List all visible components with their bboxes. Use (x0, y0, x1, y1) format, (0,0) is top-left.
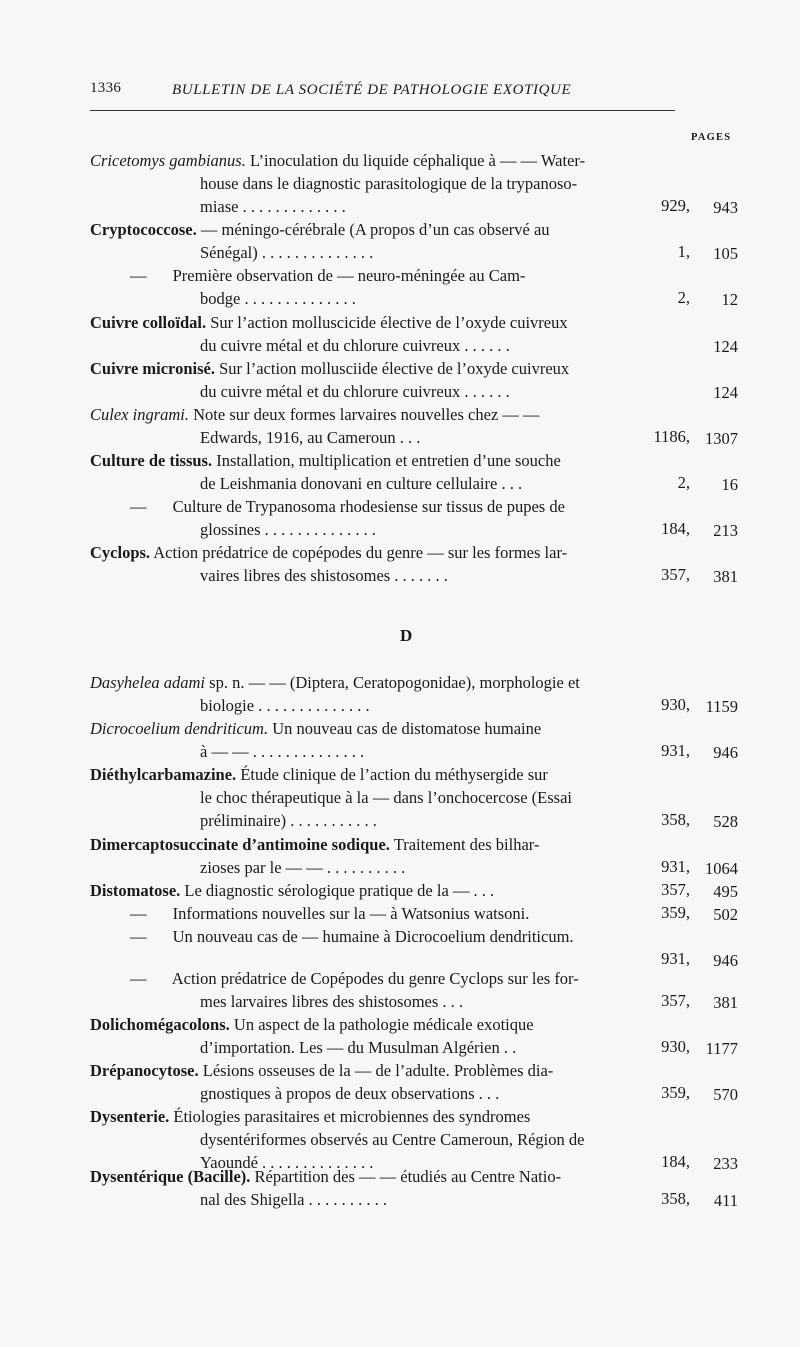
volume-number: 357, (661, 991, 690, 1010)
volume-number: 1186, (653, 427, 690, 446)
entry-text: sp. n. — — (Diptera, Ceratopogonidae), morphologie et (205, 673, 580, 692)
entry-head: Diéthylcarbamazine. (90, 765, 237, 784)
entry-text: Le diagnostic sérologique pratique de la — . . . (180, 881, 495, 900)
entry-line (90, 718, 541, 740)
entry-head: Dasyhelea adami (90, 673, 206, 692)
journal-title: BULLETIN DE LA SOCIÉTÉ DE PATHOLOGIE EXOTIQUE (172, 82, 572, 98)
entry-line (130, 968, 579, 990)
volume-number: 357, (661, 880, 690, 899)
volume-number: 931, (661, 857, 690, 876)
entry-head: Cryptococcose. (90, 220, 197, 239)
volume-number: 184, (661, 1152, 690, 1171)
entry-line: du cuivre métal et du chlorure cuivreux . . . . . . (200, 382, 510, 401)
entry-head: — (130, 969, 147, 988)
entry-head: Cuivre micronisé. (90, 359, 215, 378)
entry-line (130, 926, 574, 948)
page-reference: 943 (713, 198, 738, 217)
entry-line: gnostiques à propos de deux observations . . . (200, 1084, 500, 1103)
entry-line: house dans le diagnostic parasitologique de la trypanoso- (200, 174, 578, 193)
volume-number: 930, (661, 695, 690, 714)
entry-line: Edwards, 1916, au Cameroun . . . (200, 428, 421, 447)
entry-line: glossines . . . . . . . . . . . . . . (200, 520, 377, 539)
volume-number: 2, (677, 288, 690, 307)
volume-number: 358, (661, 810, 690, 829)
entry-line (90, 1106, 530, 1128)
entry-text: Sur l’action molluscicide élective de l’oxyde cuivreux (206, 313, 568, 332)
entry-text: Un aspect de la pathologie médicale exotique (229, 1015, 534, 1034)
entry-line: du cuivre métal et du chlorure cuivreux . . . . . . (200, 336, 510, 355)
entry-text: Informations nouvelles sur la — à Watsonius watsoni. (168, 904, 530, 923)
entry-text: Traitement des bilhar- (389, 835, 540, 854)
page-reference: 124 (713, 337, 738, 356)
entry-head: Dimercaptosuccinate d’antimoine sodique. (90, 835, 390, 854)
entry-line: à — — . . . . . . . . . . . . . . (200, 742, 365, 761)
entry-head: — (130, 497, 147, 516)
entry-text: L’inoculation du liquide céphalique à — — Water- (245, 151, 586, 170)
entry-head: Cuivre colloïdal. (90, 313, 207, 332)
entry-line: d’importation. Les — du Musulman Algérien . . (200, 1038, 517, 1057)
entry-line (90, 404, 540, 426)
page-reference: 570 (713, 1085, 738, 1104)
page-reference: 213 (713, 521, 738, 540)
volume-number: 359, (661, 903, 690, 922)
entry-line: préliminaire) . . . . . . . . . . . (200, 811, 377, 830)
volume-number: 929, (661, 196, 690, 215)
entry-text: Étiologies parasitaires et microbiennes des syndromes (169, 1107, 531, 1126)
entry-line: nal des Shigella . . . . . . . . . . (200, 1190, 387, 1209)
entry-line (90, 358, 569, 380)
page-reference: 528 (713, 812, 738, 831)
entry-head: Dolichomégacolons. (90, 1015, 230, 1034)
entry-head: — (130, 927, 147, 946)
entry-text: Lésions osseuses de la — de l’adulte. Problèmes dia- (198, 1061, 554, 1080)
entry-text: Un nouveau cas de distomatose humaine (268, 719, 542, 738)
entry-text: Culture de Trypanosoma rhodesiense sur tissus de pupes de (168, 497, 565, 516)
volume-number: 931, (661, 949, 690, 968)
entry-line (90, 1014, 534, 1036)
entry-line (130, 496, 565, 518)
page-reference: 1064 (705, 859, 738, 878)
volume-number: 931, (661, 741, 690, 760)
entry-line (130, 903, 529, 925)
section-letter: D (400, 626, 413, 645)
page-reference: 1177 (705, 1039, 738, 1058)
entry-line: bodge . . . . . . . . . . . . . . (200, 289, 356, 308)
entry-line: dysentériformes observés au Centre Cameroun, Région de (200, 1130, 585, 1149)
entry-line (90, 219, 550, 241)
page-reference: 411 (713, 1191, 738, 1210)
page-reference: 1307 (705, 429, 738, 448)
entry-head: Culex ingrami. (90, 405, 189, 424)
entry-line: Yaoundé . . . . . . . . . . . . . . (200, 1153, 374, 1172)
entry-line (90, 542, 567, 564)
page-reference: 502 (713, 905, 738, 924)
entry-head: Dicrocoelium dendriticum. (90, 719, 269, 738)
entry-line (90, 764, 548, 786)
page-reference: 381 (713, 567, 738, 586)
entry-text: Étude clinique de l’action du méthysergide sur (236, 765, 548, 784)
entry-line: zioses par le — — . . . . . . . . . . (200, 858, 406, 877)
pages-column-label: PAGES (691, 132, 732, 143)
entry-line: le choc thérapeutique à la — dans l’onchocercose (Essai (200, 788, 573, 807)
volume-number: 2, (677, 473, 690, 492)
entry-text: Action prédatrice de Copépodes du genre Cyclops sur les for- (168, 969, 579, 988)
entry-line: miase . . . . . . . . . . . . . (200, 197, 346, 216)
entry-line (90, 1166, 561, 1188)
entry-head: Drépanocytose. (90, 1061, 199, 1080)
entry-line: de Leishmania donovani en culture cellulaire . . . (200, 474, 523, 493)
entry-line (90, 880, 494, 902)
entry-line: vaires libres des shistosomes . . . . . . . (200, 566, 448, 585)
entry-line (90, 834, 539, 856)
page-reference: 105 (713, 244, 738, 263)
entry-text: Action prédatrice de copépodes du genre — sur les formes lar- (150, 543, 568, 562)
page-reference: 495 (713, 882, 738, 901)
entry-line (130, 265, 525, 287)
page-reference: 946 (713, 743, 738, 762)
page-number: 1336 (90, 80, 122, 96)
entry-text: Sur l’action mollusciide élective de l’oxyde cuivreux (214, 359, 570, 378)
volume-number: 359, (661, 1083, 690, 1102)
entry-head: Culture de tissus. (90, 451, 213, 470)
entry-text: Note sur deux formes larvaires nouvelles chez — — (189, 405, 540, 424)
entry-head: Dysentérique (Bacille). (90, 1167, 251, 1186)
entry-text: Première observation de — neuro-méningée au Cam- (168, 266, 526, 285)
page-reference: 233 (713, 1154, 738, 1173)
page-reference: 124 (713, 383, 738, 402)
volume-number: 930, (661, 1037, 690, 1056)
entry-head: Distomatose. (90, 881, 181, 900)
entry-text: — méningo-cérébrale (A propos d’un cas observé au (196, 220, 550, 239)
entry-text: Répartition des — — étudiés au Centre Natio- (250, 1167, 562, 1186)
page-reference: 381 (713, 993, 738, 1012)
entry-head: Cyclops. (90, 543, 151, 562)
entry-head: Dysenterie. (90, 1107, 170, 1126)
entry-line: biologie . . . . . . . . . . . . . . (200, 696, 370, 715)
volume-number: 184, (661, 519, 690, 538)
volume-number: 1, (677, 242, 690, 261)
entry-line (90, 450, 561, 472)
volume-number: 357, (661, 565, 690, 584)
entry-head: — (130, 266, 147, 285)
page-reference: 16 (721, 475, 738, 494)
entry-line: mes larvaires libres des shistosomes . . . (200, 992, 464, 1011)
entry-line (90, 312, 568, 334)
entry-head: — (130, 904, 147, 923)
entry-text: Un nouveau cas de — humaine à Dicrocoelium dendriticum. (168, 927, 574, 946)
volume-number: 358, (661, 1189, 690, 1208)
entry-head: Cricetomys gambianus. (90, 151, 246, 170)
page-reference: 946 (713, 951, 738, 970)
page-reference: 1159 (705, 697, 738, 716)
page-reference: 12 (721, 290, 738, 309)
entry-line (90, 1060, 553, 1082)
header-rule (90, 110, 675, 111)
entry-line (90, 672, 580, 694)
entry-line: Sénégal) . . . . . . . . . . . . . . (200, 243, 374, 262)
entry-line (90, 150, 585, 172)
entry-text: Installation, multiplication et entretien d’une souche (212, 451, 561, 470)
